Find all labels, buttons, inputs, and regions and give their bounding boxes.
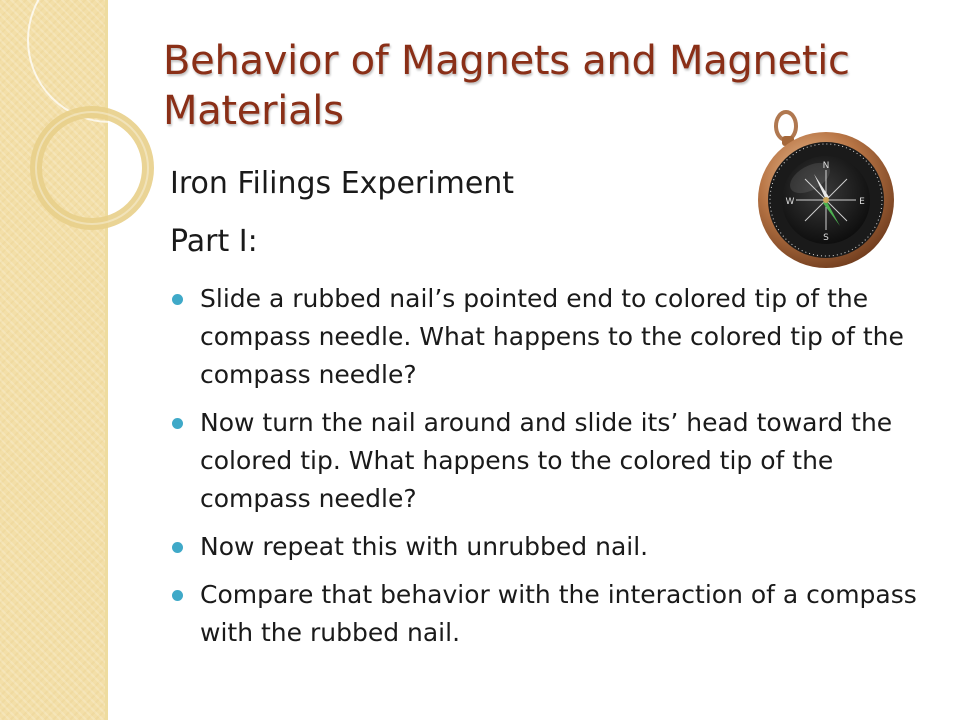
bullet-list	[170, 280, 922, 662]
decorative-circles-icon	[0, 0, 170, 260]
compass-icon	[748, 108, 898, 273]
svg-text:N: N	[822, 161, 830, 171]
bullet-marker-icon	[172, 294, 183, 305]
bullet-text: Slide a rubbed nail’s pointed end to colored tip of the compass needle. What happens to the colored tip of the compass needle?	[200, 284, 904, 389]
bullet-marker-icon	[172, 590, 183, 601]
bullet-marker-icon	[172, 542, 183, 553]
bullet-item	[170, 576, 922, 652]
slide-title: Behavior of Magnets and Magnetic Materials	[163, 38, 850, 134]
subheading-experiment: Iron Filings Experiment	[170, 166, 515, 201]
bullet-item	[170, 404, 922, 518]
bullet-text: Now repeat this with unrubbed nail.	[200, 532, 649, 561]
bullet-marker-icon	[172, 418, 183, 429]
subheading-part: Part I:	[170, 224, 258, 259]
bullet-text: Compare that behavior with the interaction of a compass with the rubbed nail.	[200, 580, 917, 647]
bullet-item	[170, 280, 922, 394]
svg-text:E: E	[859, 197, 865, 207]
svg-text:W: W	[785, 197, 795, 207]
svg-text:S: S	[823, 233, 829, 243]
bullet-text: Now turn the nail around and slide its’ head toward the colored tip. What happens to the colored tip of the compass needle?	[200, 408, 893, 513]
bullet-item	[170, 528, 922, 566]
